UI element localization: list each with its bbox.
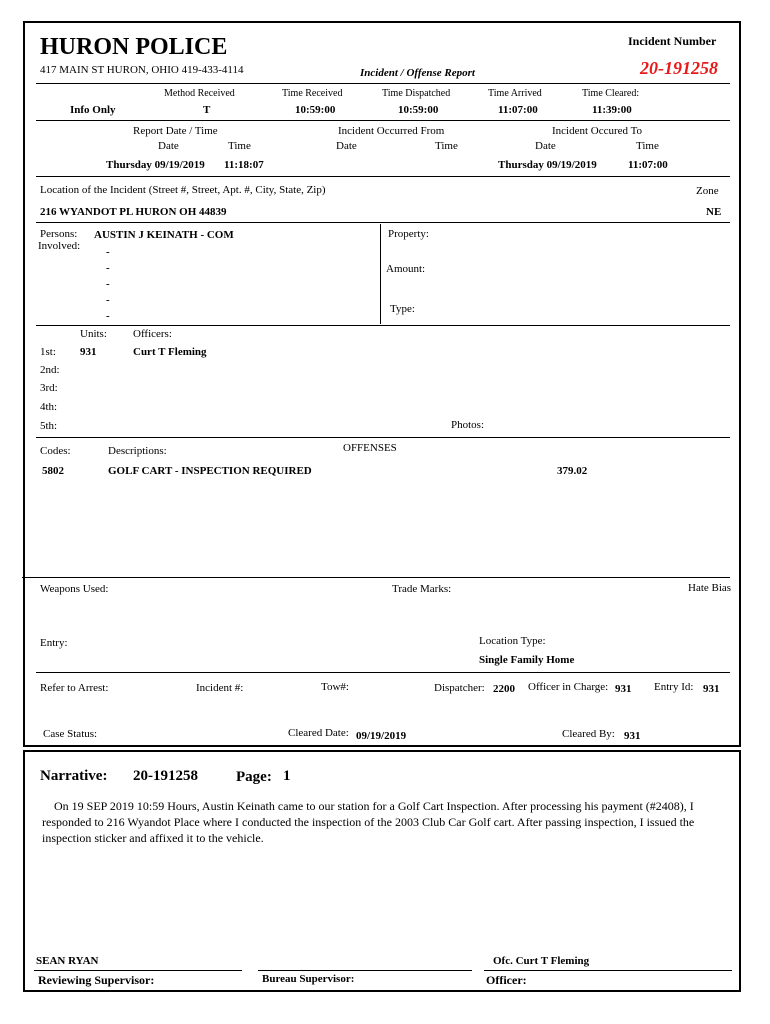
offense-description: GOLF CART - INSPECTION REQUIRED <box>108 465 312 477</box>
entry-rule <box>36 672 730 673</box>
unit-ordinal-3: 3rd: <box>40 382 58 394</box>
time-received: 10:59:00 <box>295 104 336 116</box>
photos-label: Photos: <box>451 419 485 431</box>
page-label: Page: <box>236 769 272 785</box>
hate-bias-label: Hate Bias <box>688 582 732 594</box>
person-5: - <box>106 294 110 306</box>
narrative-text: On 19 SEP 2019 10:59 Hours, Austin Keinath came to our station for a Golf Cart Inspection. After processing his payment (#2408), I responded to 216 Wyandot Place where I conducted the inspection of the 2003 Club Car Golf cart. After passing inspection, I issued the inspection sticker and affixed it to the vehicle. <box>42 799 695 845</box>
units-rule <box>36 437 730 438</box>
officers-label: Officers: <box>133 328 172 340</box>
location-value: 216 WYANDOT PL HURON OH 44839 <box>40 206 227 218</box>
officer-charge-value: 931 <box>615 683 632 695</box>
to-date: Thursday 09/19/2019 <box>498 159 597 171</box>
officer-1: Curt T Fleming <box>133 346 207 358</box>
trade-marks-label: Trade Marks: <box>392 583 452 595</box>
header-rule <box>36 83 730 84</box>
person-6: - <box>106 310 110 322</box>
weapons-label: Weapons Used: <box>40 583 109 595</box>
times-rule <box>36 120 730 121</box>
case-status-label: Case Status: <box>43 728 98 740</box>
officer-name: Ofc. Curt T Fleming <box>493 955 590 967</box>
persons-label: Persons: <box>40 228 78 240</box>
officer-label: Officer: <box>486 973 527 987</box>
location-type-label: Location Type: <box>479 635 546 647</box>
entry-id-label: Entry Id: <box>654 681 694 693</box>
person-1: AUSTIN J KEINATH - COM <box>94 229 234 241</box>
supervisor-label: Reviewing Supervisor: <box>38 973 155 987</box>
time-cleared: 11:39:00 <box>592 104 632 116</box>
units-label: Units: <box>80 328 107 340</box>
dates-rule <box>36 176 730 177</box>
agency-title: HURON POLICE <box>40 34 228 60</box>
report-date: Thursday 09/19/2019 <box>106 159 205 171</box>
time-cleared-label: Time Cleared: <box>582 88 640 99</box>
unit-ordinal-4: 4th: <box>40 401 58 413</box>
method-received-label: Method Received <box>164 88 235 99</box>
to-time: 11:07:00 <box>628 159 668 171</box>
method-received: T <box>203 104 211 116</box>
report-time-sub: Time <box>228 140 251 152</box>
time-arrived: 11:07:00 <box>498 104 538 116</box>
offenses-rule <box>22 577 730 578</box>
dispatcher-value: 2200 <box>493 683 515 695</box>
persons-rule <box>36 325 730 326</box>
report-date-label: Report Date / Time <box>133 125 218 137</box>
officer-charge-label: Officer in Charge: <box>528 681 609 693</box>
page-number: 1 <box>283 768 291 784</box>
report-date-sub: Date <box>158 140 179 152</box>
cleared-by-value: 931 <box>624 730 641 742</box>
bureau-label: Bureau Supervisor: <box>262 973 355 985</box>
type-label: Type: <box>390 303 415 315</box>
narrative-label: Narrative: <box>40 768 108 784</box>
person-4: - <box>106 278 110 290</box>
occurred-from-label: Incident Occurred From <box>338 125 445 137</box>
zone-label: Zone <box>696 185 719 197</box>
dispatcher-label: Dispatcher: <box>434 682 485 694</box>
tow-label: Tow#: <box>321 681 349 693</box>
report-time: 11:18:07 <box>224 159 264 171</box>
incident-num-label: Incident #: <box>196 682 244 694</box>
narrative-number: 20-191258 <box>133 768 198 784</box>
cleared-date-value: 09/19/2019 <box>356 730 407 742</box>
from-time-sub: Time <box>435 140 458 152</box>
entry-label: Entry: <box>40 637 68 649</box>
to-date-sub: Date <box>535 140 556 152</box>
time-arrived-label: Time Arrived <box>488 88 542 99</box>
unit-ordinal-5: 5th: <box>40 420 58 432</box>
involved-label: Involved: <box>38 240 81 252</box>
occurred-to-label: Incident Occured To <box>552 125 643 137</box>
to-time-sub: Time <box>636 140 659 152</box>
offense-code: 5802 <box>42 465 64 477</box>
time-dispatched: 10:59:00 <box>398 104 439 116</box>
supervisor-name: SEAN RYAN <box>36 955 99 967</box>
unit-ordinal-2: 2nd: <box>40 364 60 376</box>
zone-value: NE <box>706 206 722 218</box>
time-received-label: Time Received <box>282 88 343 99</box>
cleared-date-label: Cleared Date: <box>288 727 349 739</box>
info-only: Info Only <box>70 104 116 116</box>
property-divider <box>380 224 381 324</box>
amount-label: Amount: <box>386 263 426 275</box>
descriptions-label: Descriptions: <box>108 445 167 457</box>
refer-label: Refer to Arrest: <box>40 682 109 694</box>
supervisor-line <box>34 970 242 971</box>
bureau-line <box>258 970 472 971</box>
property-label: Property: <box>388 228 429 240</box>
entry-id-value: 931 <box>703 683 720 695</box>
time-dispatched-label: Time Dispatched <box>382 88 451 99</box>
location-rule <box>36 222 730 223</box>
incident-number: 20-191258 <box>640 58 718 78</box>
offense-statute: 379.02 <box>557 465 588 477</box>
location-label: Location of the Incident (Street #, Street, Apt. #, City, State, Zip) <box>40 184 326 196</box>
unit-ordinal-1: 1st: <box>40 346 56 358</box>
location-type: Single Family Home <box>479 654 575 666</box>
unit-1: 931 <box>80 346 97 358</box>
cleared-by-label: Cleared By: <box>562 728 615 740</box>
report-type: Incident / Offense Report <box>360 67 475 79</box>
officer-line <box>484 970 732 971</box>
agency-address: 417 MAIN ST HURON, OHIO 419-433-4114 <box>40 64 244 76</box>
from-date-sub: Date <box>336 140 357 152</box>
narrative-frame <box>23 750 741 992</box>
person-2: - <box>106 246 110 258</box>
incident-number-label: Incident Number <box>628 34 717 48</box>
person-3: - <box>106 262 110 274</box>
codes-label: Codes: <box>40 445 71 457</box>
offenses-title: OFFENSES <box>343 442 397 454</box>
